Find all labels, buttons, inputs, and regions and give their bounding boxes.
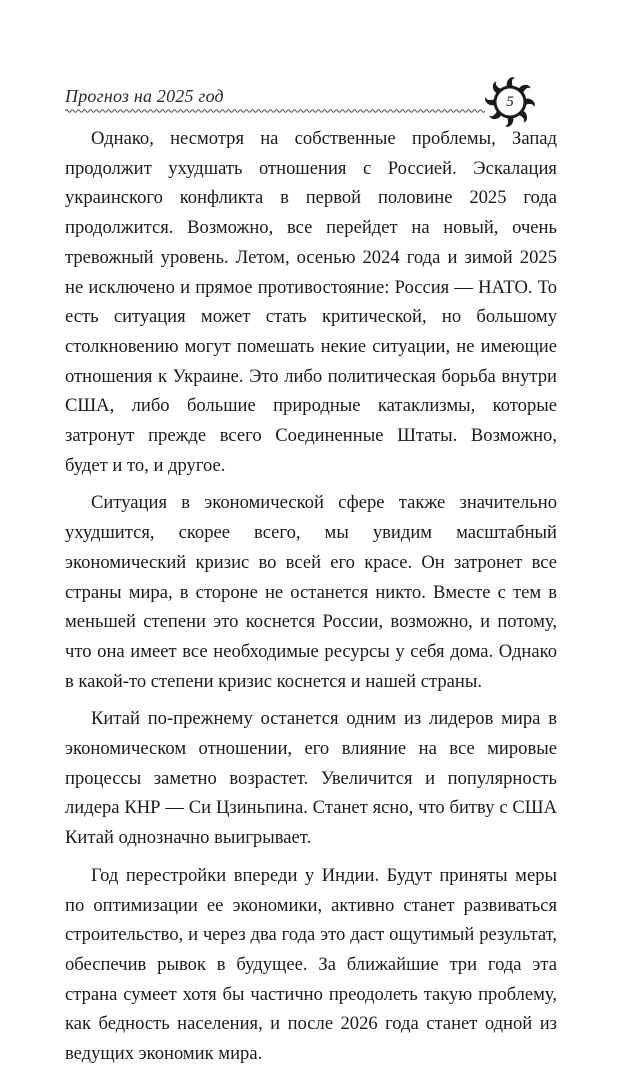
paragraph-1: Однако, несмотря на собственные проблемы, Запад продолжит ухудшать отношения с Россией. Эскалация украинского конфликта в первой половине 2025 года продолжится. Возможно, все перейдет на новый, очень тревожный уровень. Летом, осенью 2024 года и зимой 2025 не исключено и прямое противостояние: Россия — НАТО. То есть ситуация может стать критической, но большому столкновению могут помешать некие ситуации, не имеющие отношения к Украине. Это либо политическая борьба внутри США, либо большие природные катаклизмы, которые затронут прежде всего Соединенные Штаты. Возможно, будет и то, и другое. [65, 128, 557, 476]
body-text [65, 124, 557, 1077]
wavy-rule-icon [65, 107, 485, 115]
paragraph-3: Китай по-прежнему останется одним из лидеров мира в экономическом отношении, его влияние на все мировые процессы заметно возрастет. Увеличится и популярность лидера КНР — Си Цзиньпина. Станет ясно, что битву с США Китай однозначно выигрывает. [65, 708, 557, 849]
paragraph-4: Год перестройки впереди у Индии. Будут приняты меры по оптимизации ее экономики, активно станет развиваться строительство, и через два года это даст ощутимый результат, обеспечив рывок в будущее. За ближайшие три года эта страна сумеет хотя бы частично преодолеть такую проблему, как бедность населения, и после 2026 года станет одной из ведущих экономик мира. [65, 864, 557, 1065]
page-number: 5 [506, 94, 514, 110]
running-header-title: Прогноз на 2025 год [65, 86, 224, 106]
paragraph-2: Ситуация в экономической сфере также значительно ухудшится, скорее всего, мы увидим масштабный экономический кризис во всей его красе. Он затронет все страны мира, в стороне не останется никто. Вместе с тем в меньшей степени это коснется России, возможно, и потому, что она имеет все необходимые ресурсы у себя дома. Однако в какой-то степени кризис коснется и нашей страны. [65, 492, 557, 692]
